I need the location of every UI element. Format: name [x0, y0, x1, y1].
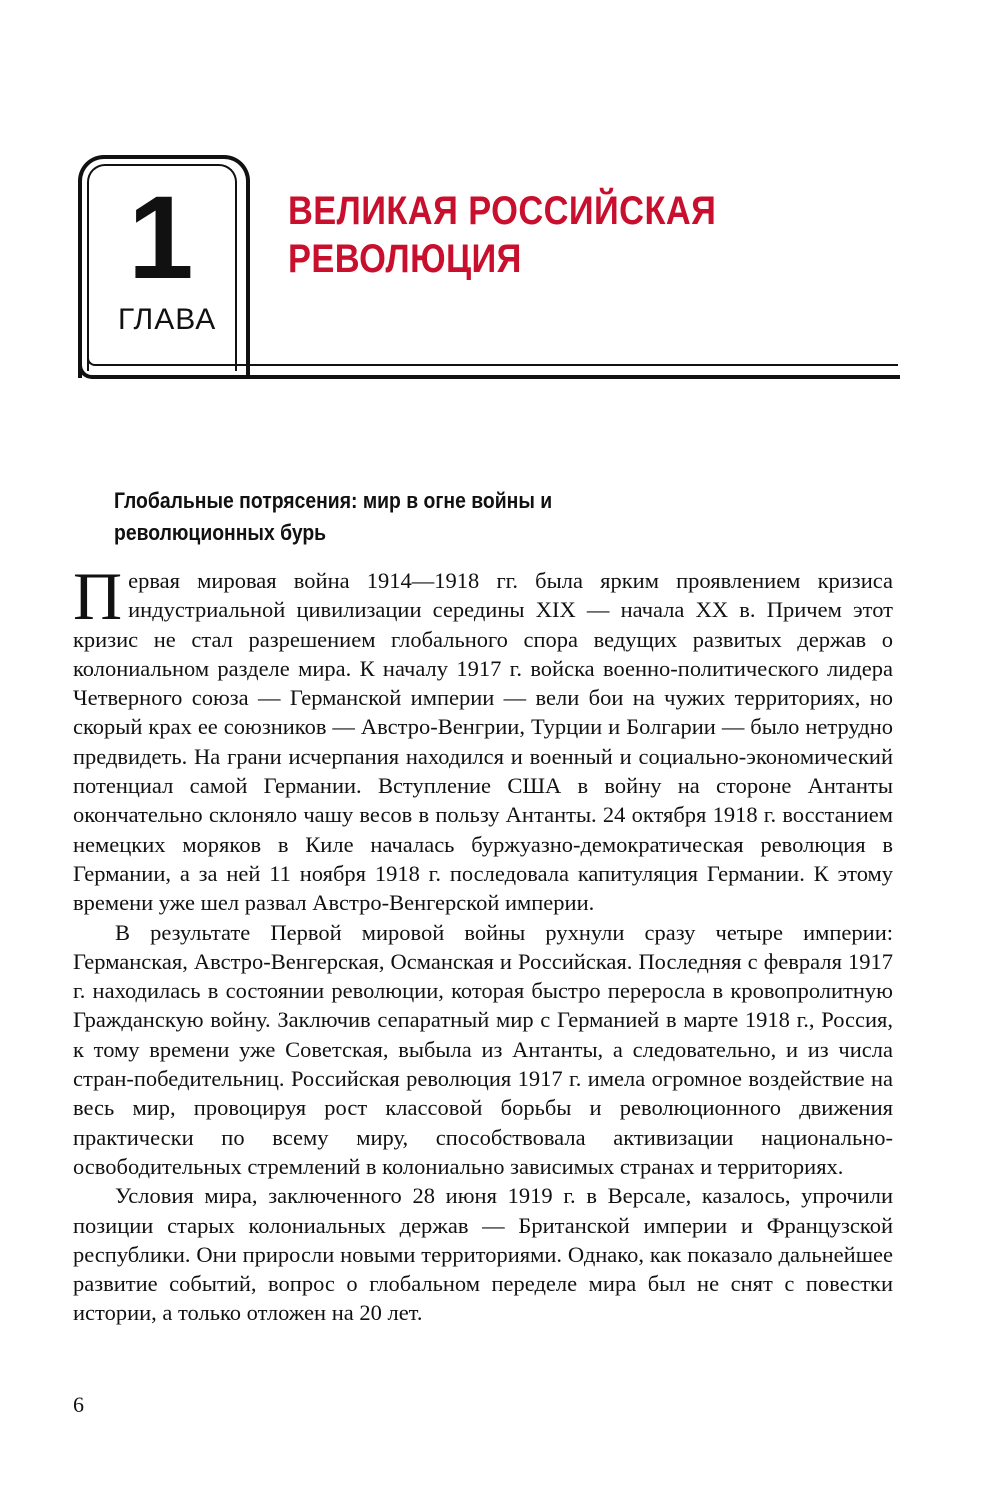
- body-text: [73, 558, 893, 1328]
- chapter-label: ГЛАВА: [118, 303, 217, 336]
- drop-cap: П: [73, 558, 123, 634]
- chapter-rule-outer: [78, 365, 900, 379]
- chapter-number: 1: [128, 172, 194, 304]
- chapter-header: [78, 155, 898, 380]
- paragraph-1-text: ервая мировая война 1914—1918 гг. была ярким проявлением кризиса индустриальной цивилизации середины XIX — начала XX в. Причем этот кризис не стал разрешением глобального спора ведущих развитых держав о колониальном разделе мира. К началу 1917 г. войска военно-политического лидера Четверного союза — Германской империи — вели бои на чужих территориях, но скорый крах ее союзников — Австро-Венгрии, Турции и Болгарии — было нетрудно предвидеть. На грани исчерпания находился и военный и социально-экономический потенциал самой Германии. Вступление США в войну на стороне Антанты окончательно склоняло чашу весов в пользу Антанты. 24 октября 1918 г. восстанием немецких моряков в Киле началась буржуазно-демократическая революция в Германии, а за ней 11 ноября 1918 г. последовала капитуляция Германии. К этому времени уже шел развал Австро-Венгерской империи.: [73, 568, 893, 916]
- section-title: Глобальные потрясения: мир в огне войны и революционных бурь: [114, 488, 553, 545]
- paragraph-2: В результате Первой мировой войны рухнули сразу четыре империи: Германская, Австро-Венгерская, Османская и Российская. Последняя с февраля 1917 г. находилась в состоянии революции, которая быстро переросла в кровопролитную Гражданскую войну. Заключив сепаратный мир с Германией в марте 1918 г., Россия, к тому времени уже Советская, выбыла из Антанты, а следовательно, и из числа стран-победительниц. Российская революция 1917 г. имела огромное воздействие на весь мир, провоцируя рост классовой борьбы и революционного движения практически по всему миру, способствовала активизации национально-освободительных стремлений в колониально зависимых странах и территориях.: [73, 919, 893, 1179]
- chapter-title: ВЕЛИКАЯ РОССИЙСКАЯ РЕВОЛЮЦИЯ: [288, 189, 717, 281]
- paragraph-1: [73, 558, 893, 918]
- page-number: 6: [73, 1392, 84, 1417]
- chapter-rule-inner: [87, 358, 898, 366]
- paragraph-3: Условия мира, заключенного 28 июня 1919 г. в Версале, казалось, упрочили позиции старых колониальных держав — Британской империи и Французской республики. Они приросли новыми территориями. Однако, как показало дальнейшее развитие событий, вопрос о глобальном переделе мира был не снят с повестки истории, а только отложен на 20 лет.: [73, 1183, 893, 1326]
